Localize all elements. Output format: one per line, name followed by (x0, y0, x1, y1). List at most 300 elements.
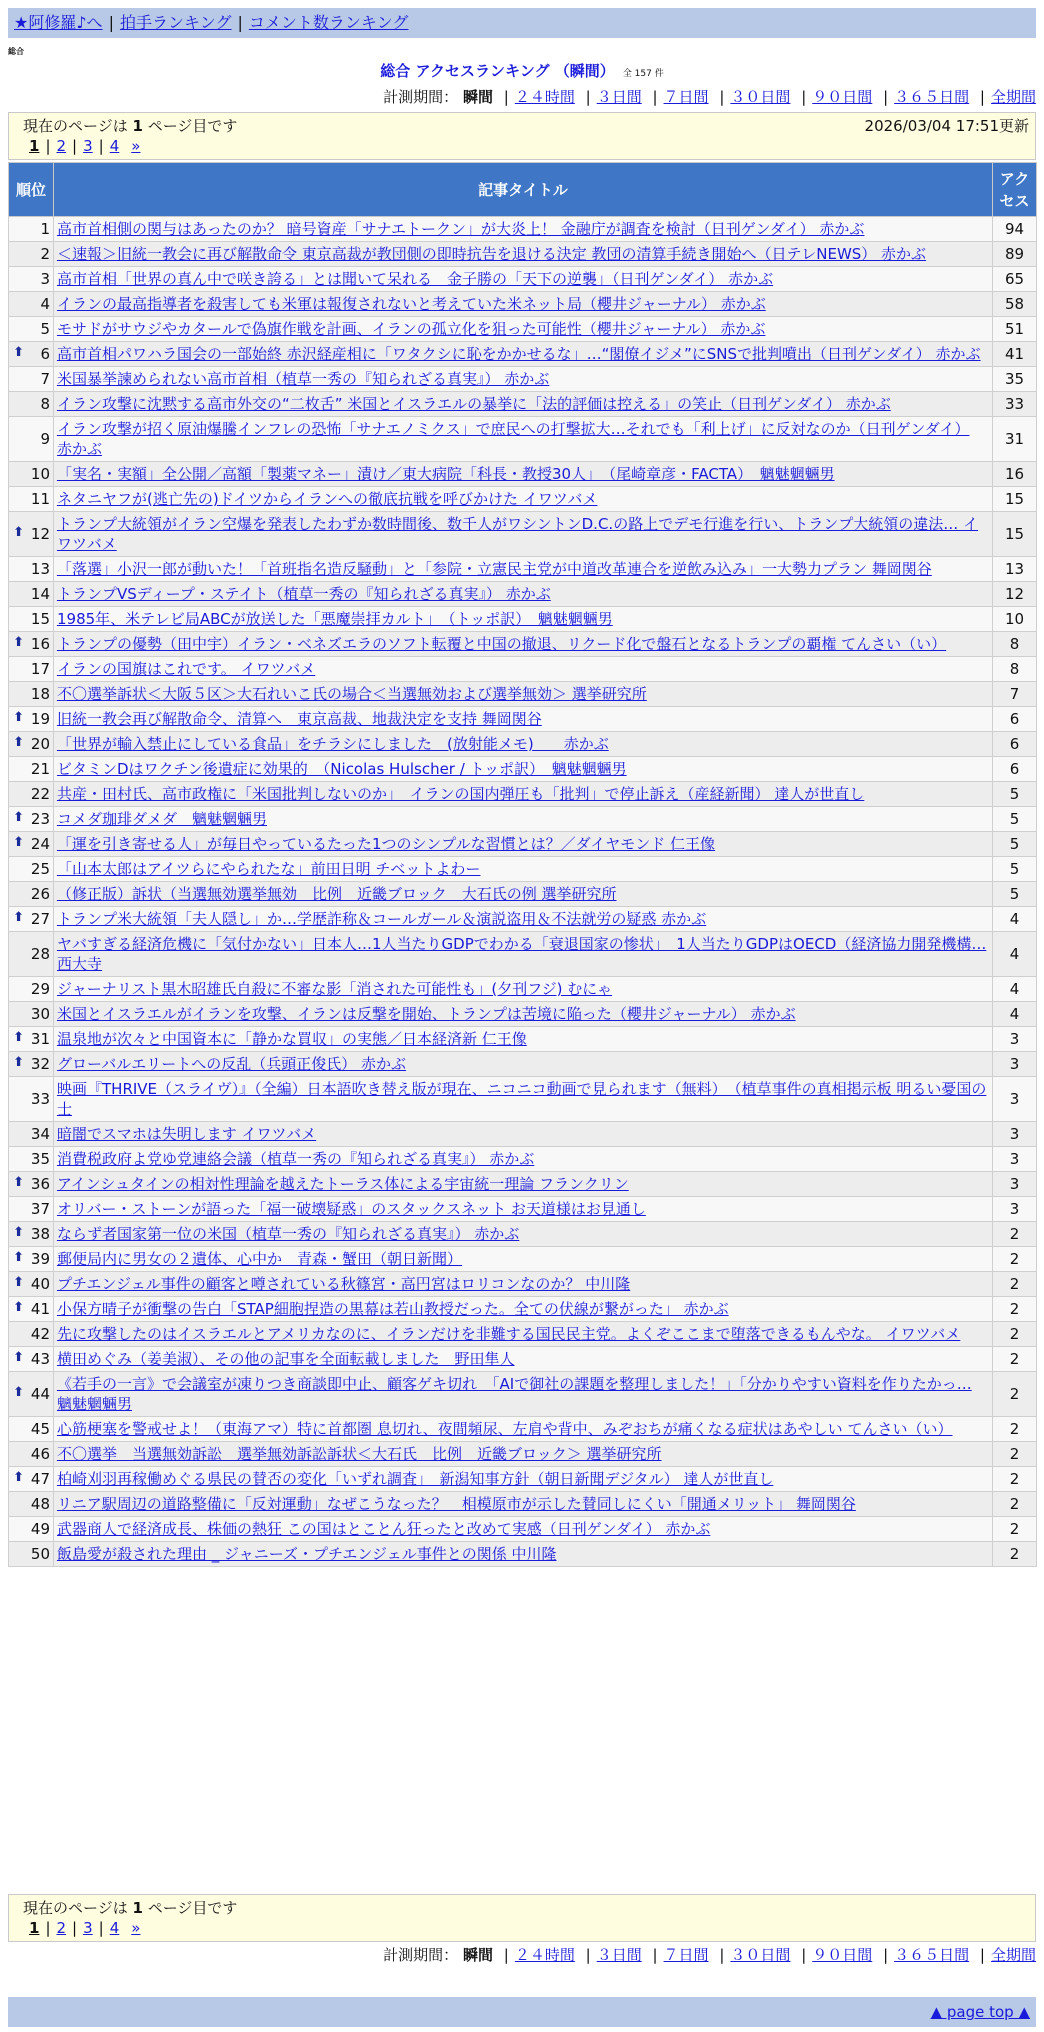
period-24h[interactable]: ２４時間 (514, 1946, 575, 1964)
rank-cell (9, 977, 54, 1002)
article-title-link[interactable]: リニア駅周辺の道路整備に「反対運動」なぜこうなった？ 相模原市が示した賛同しにくい「開通メリット」 舞岡関谷 (57, 1495, 856, 1513)
table-row (9, 907, 1037, 932)
article-title-link[interactable]: 映画『THRIVE（スライヴ）』（全編）日本語吹き替え版が現在、ニコニコ動画で見られます（無料） （植草事件の真相掲示板 明るい憂国の士 (57, 1080, 987, 1118)
article-title-link[interactable]: 飯島愛が殺された理由 _ ジャニーズ・プチエンジェル事件との関係 中川隆 (57, 1545, 557, 1563)
title-cell (54, 582, 993, 607)
article-title-link[interactable]: 高市首相側の関与はあったのか？ 暗号資産「サナエトークン」が大炎上！ 金融庁が調査を検討（日刊ゲンダイ） 赤かぶ (57, 220, 865, 238)
rank-number: 3 (40, 270, 50, 288)
access-count: 7 (993, 682, 1037, 707)
rank-cell (9, 732, 54, 757)
rank-cell (9, 1002, 54, 1027)
period-365d[interactable]: ３６５日間 (894, 1946, 970, 1964)
access-count: 6 (993, 732, 1037, 757)
table-row (9, 1347, 1037, 1372)
header-rank: 順位 (9, 163, 54, 217)
access-count: 3 (993, 1147, 1037, 1172)
rank-number: 42 (30, 1325, 50, 1343)
rank-cell (9, 392, 54, 417)
rank-cell (9, 367, 54, 392)
access-count: 51 (993, 317, 1037, 342)
title-cell (54, 557, 993, 582)
title-cell (54, 732, 993, 757)
article-title-link[interactable]: 共産・田村氏、高市政権に「米国批判しないのか」 イランの国内弾圧も「批判」で停止訴え（産経新聞） 達人が世直し (57, 785, 865, 803)
rank-cell (9, 557, 54, 582)
rank-number: 8 (40, 395, 50, 413)
title-cell (54, 1517, 993, 1542)
article-title-link[interactable]: 温泉地が次々と中国資本に「静かな買収」の実態／日本経済新 仁王像 (57, 1030, 527, 1048)
rank-number: 46 (30, 1445, 50, 1463)
rank-cell (9, 1372, 54, 1417)
article-title-link[interactable]: プチエンジェル事件の顧客と噂されている秋篠宮・高円宮はロリコンなのか？ 中川隆 (57, 1275, 631, 1293)
table-row (9, 1172, 1037, 1197)
access-count: 12 (993, 582, 1037, 607)
title-cell (54, 832, 993, 857)
access-count: 4 (993, 977, 1037, 1002)
table-row (9, 1372, 1037, 1417)
rank-cell (9, 267, 54, 292)
access-count: 5 (993, 882, 1037, 907)
title-cell (54, 1372, 993, 1417)
rank-up-arrow-icon: ⬆ (13, 710, 24, 725)
access-count: 2 (993, 1492, 1037, 1517)
title-cell (54, 1272, 993, 1297)
rank-up-arrow-icon: ⬆ (13, 1225, 24, 1240)
access-count: 2 (993, 1322, 1037, 1347)
table-row (9, 932, 1037, 977)
access-count: 10 (993, 607, 1037, 632)
table-row (9, 292, 1037, 317)
article-title-link[interactable]: 高市首相パワハラ国会の一部始終 赤沢経産相に「ワタクシに恥をかかせるな」…“閣僚イジメ”にSNSで批判噴出（日刊ゲンダイ） 赤かぶ (57, 345, 981, 363)
period-30d[interactable]: ３０日間 (730, 88, 791, 106)
title-cell (54, 1002, 993, 1027)
article-title-link[interactable]: 高市首相「世界の真ん中で咲き誇る」とは聞いて呆れる 金子勝の「天下の逆襲」（日刊ゲンダイ） 赤かぶ (57, 270, 774, 288)
article-title-link[interactable]: 米国とイスラエルがイランを攻撃、イランは反撃を開始、トランプは苦境に陥った（櫻井ジャーナル） 赤かぶ (57, 1005, 796, 1023)
table-row (9, 882, 1037, 907)
access-count: 3 (993, 1052, 1037, 1077)
article-title-link[interactable]: 米国暴挙諫められない高市首相（植草一秀の『知られざる真実』） 赤かぶ (57, 370, 550, 388)
article-title-link[interactable]: 「実名・実額」全公開／高額「製薬マネー」漬け／東大病院「科長・教授30人」 （尾崎章彦・FACTA） 魑魅魍魎男 (57, 465, 835, 483)
table-row (9, 732, 1037, 757)
rank-cell (9, 1347, 54, 1372)
table-row (9, 342, 1037, 367)
page-link-3[interactable]: 3 (83, 1919, 93, 1937)
title-cell (54, 757, 993, 782)
period-3d[interactable]: ３日間 (596, 1946, 642, 1964)
access-count: 2 (993, 1542, 1037, 1567)
table-row (9, 1247, 1037, 1272)
rank-number: 11 (30, 490, 50, 508)
article-title-link[interactable]: イランの国旗はこれです。 イワツバメ (57, 660, 316, 678)
access-count: 33 (993, 392, 1037, 417)
article-title-link[interactable]: ビタミンDはワクチン後遺症に効果的 （Nicolas Hulscher / トッポ訳） 魑魅魍魎男 (57, 760, 627, 778)
access-count: 3 (993, 1077, 1037, 1122)
article-title-link[interactable]: モサドがサウジやカタールで偽旗作戦を計画、イランの孤立化を狙った可能性（櫻井ジャーナル） 赤かぶ (57, 320, 766, 338)
access-count: 3 (993, 1027, 1037, 1052)
current-page-number: 1 (132, 117, 143, 135)
rank-up-arrow-icon: ⬆ (13, 635, 24, 650)
title-cell (54, 342, 993, 367)
category-label: 総合 (8, 47, 24, 56)
page-link-1: 1 (29, 1919, 40, 1937)
table-row (9, 1077, 1037, 1122)
period-all[interactable]: 全期間 (990, 1946, 1036, 1964)
article-title-link[interactable]: 小保方晴子が衝撃の告白「STAP細胞捏造の黒幕は若山教授だった。全ての伏線が繋がった」 赤かぶ (57, 1300, 729, 1318)
current-page-text-pre: 現在のページは (23, 1899, 128, 1917)
rank-number: 26 (30, 885, 50, 903)
page-title (8, 60, 1036, 81)
rank-number: 12 (30, 525, 50, 543)
period-label: 計測期間： (383, 88, 459, 106)
rank-up-arrow-icon: ⬆ (13, 1470, 24, 1485)
title-cell (54, 907, 993, 932)
table-row (9, 582, 1037, 607)
table-row (9, 367, 1037, 392)
rank-number: 21 (30, 760, 50, 778)
article-title-link[interactable]: イラン攻撃に沈黙する高市外交の“二枚舌” 米国とイスラエルの暴挙に「法的評価は控える」の笑止（日刊ゲンダイ） 赤かぶ (57, 395, 891, 413)
rank-cell (9, 1517, 54, 1542)
rank-up-arrow-icon: ⬆ (13, 1300, 24, 1315)
period-90d[interactable]: ９０日間 (812, 88, 873, 106)
rank-number: 23 (30, 810, 50, 828)
page-links: 1 | 2 | 3 | 4 » (29, 137, 141, 155)
access-count: 94 (993, 217, 1037, 242)
access-count: 2 (993, 1247, 1037, 1272)
article-title-link[interactable]: トランプ米大統領「夫人隠し」か…学歴詐称＆コールガール＆演説盗用＆不法就労の疑惑 赤かぶ (57, 910, 707, 928)
table-row (9, 1297, 1037, 1322)
current-page-text-pre: 現在のページは (23, 117, 128, 135)
rank-number: 29 (30, 980, 50, 998)
rank-cell (9, 807, 54, 832)
title-cell (54, 1442, 993, 1467)
rank-number: 10 (30, 465, 50, 483)
article-title-link[interactable]: 消費税政府よ党ゆ党連絡会議（植草一秀の『知られざる真実』） 赤かぶ (57, 1150, 535, 1168)
page-top-link[interactable]: ▲ page top ▲ (930, 2003, 1030, 2021)
rank-up-arrow-icon: ⬆ (13, 1055, 24, 1070)
title-cell (54, 1322, 993, 1347)
article-title-link[interactable]: 横田めぐみ（姜美淑）、その他の記事を全面転載しました 野田隼人 (57, 1350, 515, 1368)
title-cell (54, 462, 993, 487)
title-cell (54, 267, 993, 292)
title-cell (54, 1027, 993, 1052)
rank-number: 43 (30, 1350, 50, 1368)
period-90d[interactable]: ９０日間 (812, 1946, 873, 1964)
article-title-link[interactable]: グローバルエリートへの反乱（兵頭正俊氏） 赤かぶ (57, 1055, 407, 1073)
article-title-link[interactable]: 不〇選挙 当選無効訴訟 選挙無効訴訟訴状＜大石氏 比例 近畿ブロック＞ 選挙研究所 (57, 1445, 662, 1463)
table-row (9, 807, 1037, 832)
article-title-link[interactable]: 柏崎刈羽再稼働めぐる県民の賛否の変化「いずれ調査」 新潟知事方針（朝日新聞デジタル） 達人が世直し (57, 1470, 774, 1488)
table-row (9, 512, 1037, 557)
rank-number: 22 (30, 785, 50, 803)
page-link-4[interactable]: 4 (109, 137, 120, 155)
title-cell (54, 682, 993, 707)
nav-link-ashura[interactable]: ★阿修羅♪へ (14, 13, 103, 32)
ranking-rows (9, 217, 1037, 1567)
period-7d[interactable]: ７日間 (663, 1946, 709, 1964)
article-title-link[interactable]: 不〇選挙訴状＜大阪５区＞大石れいこ氏の場合＜当選無効および選挙無効＞ 選挙研究所 (57, 685, 647, 703)
title-cell (54, 632, 993, 657)
table-row (9, 682, 1037, 707)
ranking-title: 総合 アクセスランキング （瞬間） (380, 62, 615, 80)
page-link-4[interactable]: 4 (109, 1919, 120, 1937)
period-all[interactable]: 全期間 (990, 88, 1036, 106)
article-title-link[interactable]: 1985年、米テレビ局ABCが放送した「悪魔崇拝カルト」 （トッポ訳） 魑魅魍魎男 (57, 610, 613, 628)
period-selector-top: 計測期間： 瞬間 | ２４時間 | ３日間 | ７日間 | ３０日間 | ９０日間 | ３６５日間 | 全期間 (383, 88, 1036, 106)
title-cell (54, 857, 993, 882)
access-count: 3 (993, 1197, 1037, 1222)
page-link-2[interactable]: 2 (56, 1919, 67, 1937)
access-count: 2 (993, 1517, 1037, 1542)
page-link-next[interactable]: » (131, 137, 141, 155)
table-row (9, 632, 1037, 657)
article-title-link[interactable]: 暗闇でスマホは失明します イワツバメ (57, 1125, 317, 1143)
rank-number: 9 (40, 430, 50, 448)
pager-bottom (8, 1894, 1036, 1942)
rank-up-arrow-icon: ⬆ (13, 910, 24, 925)
title-cell (54, 1147, 993, 1172)
access-count: 2 (993, 1297, 1037, 1322)
article-title-link[interactable]: イラン攻撃が招く原油爆騰インフレの恐怖「サナエノミクス」で庶民への打撃拡大…それでも「利上げ」に反対なのか（日刊ゲンダイ） 赤かぶ (57, 420, 970, 458)
article-title-link[interactable]: 「世界が輸入禁止にしている食品」をチラシにしました (放射能メモ) 赤かぶ (57, 735, 609, 753)
period-24h[interactable]: ２４時間 (514, 88, 575, 106)
rank-number: 5 (40, 320, 50, 338)
article-title-link[interactable]: ならず者国家第一位の米国（植草一秀の『知られざる真実』） 赤かぶ (57, 1225, 520, 1243)
rank-number: 24 (30, 835, 50, 853)
rank-number: 7 (40, 370, 50, 388)
access-count: 15 (993, 512, 1037, 557)
access-count: 41 (993, 342, 1037, 367)
rank-cell (9, 707, 54, 732)
rank-number: 35 (30, 1150, 50, 1168)
rank-up-arrow-icon: ⬆ (13, 735, 24, 750)
rank-number: 40 (30, 1275, 50, 1293)
table-row (9, 217, 1037, 242)
table-row (9, 1002, 1037, 1027)
nav-link-comment-ranking[interactable]: コメント数ランキング (248, 13, 409, 32)
current-page-number: 1 (132, 1899, 143, 1917)
title-cell (54, 932, 993, 977)
table-row (9, 242, 1037, 267)
title-cell (54, 367, 993, 392)
access-count: 16 (993, 462, 1037, 487)
rank-cell (9, 1467, 54, 1492)
period-label: 計測期間： (383, 1946, 459, 1964)
title-cell (54, 882, 993, 907)
page-links: 1 | 2 | 3 | 4 » (29, 1919, 141, 1937)
rank-cell (9, 607, 54, 632)
title-cell (54, 1347, 993, 1372)
title-cell (54, 1247, 993, 1272)
rank-cell (9, 1297, 54, 1322)
access-count: 2 (993, 1442, 1037, 1467)
rank-cell (9, 1172, 54, 1197)
access-count: 65 (993, 267, 1037, 292)
table-row (9, 1517, 1037, 1542)
rank-number: 47 (30, 1470, 50, 1488)
table-row (9, 1322, 1037, 1347)
rank-number: 44 (30, 1385, 50, 1403)
rank-cell (9, 1442, 54, 1467)
access-count: 6 (993, 757, 1037, 782)
title-cell (54, 1052, 993, 1077)
title-cell (54, 242, 993, 267)
bottom-bar (8, 1997, 1036, 2027)
rank-number: 17 (30, 660, 50, 678)
period-3d[interactable]: ３日間 (596, 88, 642, 106)
rank-cell (9, 462, 54, 487)
rank-number: 2 (40, 245, 50, 263)
period-selector-bottom: 計測期間： 瞬間 | ２４時間 | ３日間 | ７日間 | ３０日間 | ９０日間 | ３６５日間 | 全期間 (383, 1946, 1036, 1964)
title-cell (54, 1222, 993, 1247)
rank-number: 36 (30, 1175, 50, 1193)
rank-cell (9, 1247, 54, 1272)
article-title-link[interactable]: ジャーナリスト黒木昭雄氏自殺に不審な影「消された可能性も」(夕刊フジ) むにゃ (57, 980, 612, 998)
access-count: 3 (993, 1172, 1037, 1197)
article-title-link[interactable]: ＜速報＞旧統一教会に再び解散命令 東京高裁が教団側の即時抗告を退ける決定 教団の清算手続き開始へ（日テレNEWS） 赤かぶ (57, 245, 927, 263)
rank-cell (9, 1272, 54, 1297)
table-row (9, 832, 1037, 857)
rank-number: 6 (40, 345, 50, 363)
rank-number: 32 (30, 1055, 50, 1073)
title-cell (54, 1492, 993, 1517)
access-count: 5 (993, 832, 1037, 857)
period-30d[interactable]: ３０日間 (730, 1946, 791, 1964)
access-count: 6 (993, 707, 1037, 732)
title-cell (54, 1077, 993, 1122)
table-row (9, 782, 1037, 807)
rank-cell (9, 292, 54, 317)
article-title-link[interactable]: トランプVSディープ・ステイト（植草一秀の『知られざる真実』） 赤かぶ (57, 585, 551, 603)
rank-number: 41 (30, 1300, 50, 1318)
rank-up-arrow-icon: ⬆ (13, 810, 24, 825)
table-row (9, 707, 1037, 732)
title-cell (54, 607, 993, 632)
title-cell (54, 1197, 993, 1222)
period-current: 瞬間 (462, 1946, 493, 1964)
article-title-link[interactable]: 「運を引き寄せる人」が毎日やっているたった1つのシンプルな習慣とは？／ダイヤモンド 仁王像 (57, 835, 716, 853)
header-title: 記事タイトル (54, 163, 993, 217)
rank-cell (9, 1542, 54, 1567)
access-count: 5 (993, 782, 1037, 807)
rank-cell (9, 657, 54, 682)
period-7d[interactable]: ７日間 (663, 88, 709, 106)
article-title-link[interactable]: 旧統一教会再び解散命令、清算へ 東京高裁、地裁決定を支持 舞岡関谷 (57, 710, 542, 728)
title-cell (54, 317, 993, 342)
rank-cell (9, 317, 54, 342)
rank-up-arrow-icon: ⬆ (13, 835, 24, 850)
title-cell (54, 977, 993, 1002)
table-row (9, 1197, 1037, 1222)
rank-cell (9, 632, 54, 657)
rank-cell (9, 907, 54, 932)
article-title-link[interactable]: 心筋梗塞を警戒せよ！（東海アマ）特に首都圏 息切れ、夜間頻尿、左肩や背中、みぞおちが痛くなる症状はあやしい てんさい（い） (57, 1420, 953, 1438)
access-count: 2 (993, 1347, 1037, 1372)
rank-number: 25 (30, 860, 50, 878)
page-link-1: 1 (29, 137, 40, 155)
article-title-link[interactable]: ネタニヤフが(逃亡先の)ドイツからイランへの徹底抗戦を呼びかけた イワツバメ (57, 490, 598, 508)
article-title-link[interactable]: コメダ珈琲ダメダ 魑魅魍魎男 (57, 810, 268, 828)
table-row (9, 1052, 1037, 1077)
page-link-2[interactable]: 2 (56, 137, 67, 155)
access-count: 4 (993, 932, 1037, 977)
title-cell (54, 657, 993, 682)
rank-number: 16 (30, 635, 50, 653)
title-cell (54, 217, 993, 242)
rank-cell (9, 1147, 54, 1172)
article-title-link[interactable]: トランプ大統領がイラン空爆を発表したわずか数時間後、数千人がワシントンD.C.の路上でデモ行進を行い、トランプ大統領の違法… イワツバメ (57, 515, 978, 553)
article-title-link[interactable]: 「落選」小沢一郎が動いた！「首班指名造反騒動」と「参院・立憲民主党が中道改革連合を逆飲み込み」一大勢力プラン 舞岡関谷 (57, 560, 932, 578)
rank-number: 49 (30, 1520, 50, 1538)
article-title-link[interactable]: 「山本太郎はアイツらにやられたな」前田日明 チベットよわー (57, 860, 481, 878)
access-count: 2 (993, 1272, 1037, 1297)
rank-number: 48 (30, 1495, 50, 1513)
access-count: 5 (993, 807, 1037, 832)
article-title-link[interactable]: 《若手の一言》で会議室が凍りつき商談即中止、顧客ゲキ切れ 「AIで御社の課題を整理しました！」「分かりやすい資料を作りたかっ… 魑魅魍魎男 (57, 1375, 972, 1413)
access-count: 2 (993, 1222, 1037, 1247)
rank-cell (9, 1492, 54, 1517)
table-row (9, 1417, 1037, 1442)
rank-number: 28 (30, 945, 50, 963)
rank-number: 39 (30, 1250, 50, 1268)
rank-number: 14 (30, 585, 50, 603)
access-count: 58 (993, 292, 1037, 317)
rank-up-arrow-icon: ⬆ (13, 1030, 24, 1045)
table-row (9, 977, 1037, 1002)
table-row (9, 1147, 1037, 1172)
rank-cell (9, 242, 54, 267)
table-row (9, 557, 1037, 582)
rank-number: 45 (30, 1420, 50, 1438)
article-title-link[interactable]: オリバー・ストーンが語った「福一破壊疑惑」のスタックスネット お天道様はお見通し (57, 1200, 646, 1218)
article-title-link[interactable]: 郵便局内に男女の２遺体、心中か 青森・蟹田（朝日新聞） (57, 1250, 463, 1268)
title-cell (54, 1172, 993, 1197)
rank-number: 37 (30, 1200, 50, 1218)
article-title-link[interactable]: （修正版）訴状（当選無効選挙無効 比例 近畿ブロック 大石氏の例 選挙研究所 (57, 885, 617, 903)
article-title-link[interactable]: トランプの優勢（田中宇）イラン・ベネズエラのソフト転覆と中国の撤退、リクード化で盤石となるトランプの覇権 てんさい（い） (57, 635, 947, 653)
rank-cell (9, 1027, 54, 1052)
period-365d[interactable]: ３６５日間 (894, 88, 970, 106)
rank-number: 33 (30, 1090, 50, 1108)
access-count: 15 (993, 487, 1037, 512)
page-link-next[interactable]: » (131, 1919, 141, 1937)
table-row (9, 607, 1037, 632)
rank-number: 1 (40, 220, 50, 238)
nav-link-clap-ranking[interactable]: 拍手ランキング (119, 13, 232, 32)
table-row (9, 1467, 1037, 1492)
article-title-link[interactable]: 武器商人で経済成長、株価の熱狂 この国はとことん狂ったと改めて実感（日刊ゲンダイ） 赤かぶ (57, 1520, 711, 1538)
rank-up-arrow-icon: ⬆ (13, 1350, 24, 1365)
pager-top (8, 112, 1036, 160)
article-title-link[interactable]: ヤバすぎる経済危機に「気付かない」日本人…1人当たりGDPでわかる「衰退国家の惨状」 1人当たりGDPはOECD（経済協力開発機構… 西大寺 (57, 935, 987, 973)
title-cell (54, 487, 993, 512)
table-row (9, 1442, 1037, 1467)
table-row (9, 657, 1037, 682)
article-title-link[interactable]: アインシュタインの相対性理論を越えたトーラス体による宇宙統一理論 フランクリン (57, 1175, 629, 1193)
access-count: 35 (993, 367, 1037, 392)
title-cell (54, 292, 993, 317)
rank-cell (9, 582, 54, 607)
article-title-link[interactable]: イランの最高指導者を殺害しても米軍は報復されないと考えていた米ネット局（櫻井ジャーナル） 赤かぶ (57, 295, 766, 313)
article-title-link[interactable]: 先に攻撃したのはイスラエルとアメリカなのに、イランだけを非難する国民民主党。よくぞここまで堕落できるもんやな。 イワツバメ (57, 1325, 961, 1343)
rank-up-arrow-icon: ⬆ (13, 1385, 24, 1400)
rank-up-arrow-icon: ⬆ (13, 1250, 24, 1265)
access-count: 31 (993, 417, 1037, 462)
page-link-3[interactable]: 3 (83, 137, 93, 155)
rank-up-arrow-icon: ⬆ (13, 1175, 24, 1190)
updated-timestamp: 2026/03/04 17:51更新 (864, 117, 1029, 135)
current-page-text-post: ページ目です (147, 117, 238, 135)
access-count: 5 (993, 857, 1037, 882)
access-count: 4 (993, 1002, 1037, 1027)
